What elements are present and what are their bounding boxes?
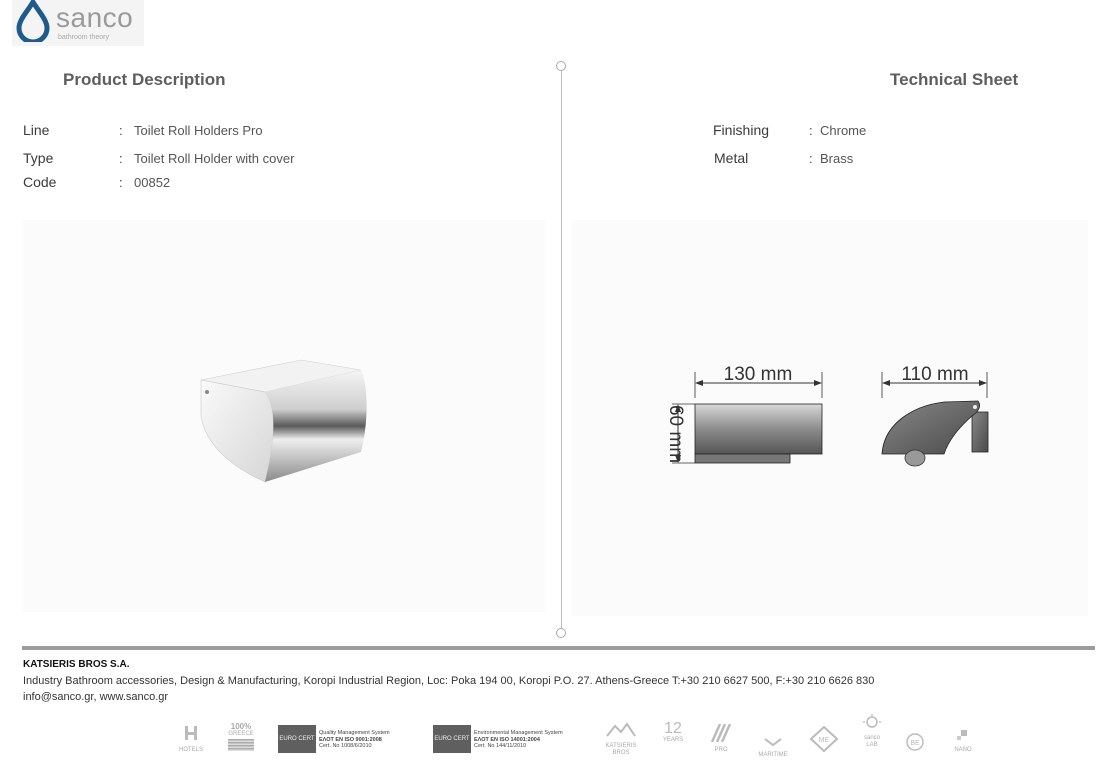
quality-cert-line3: Cert. No 1008/6/2010 <box>319 743 372 749</box>
depth-dimension: 110 mm <box>901 364 969 385</box>
sanco-drop-icon <box>16 0 50 42</box>
katsieris-label: KATSIERIS BROS <box>605 743 637 756</box>
divider-top-dot <box>556 61 566 71</box>
eurocert-environment-logo-text: EURO CERT <box>434 736 470 742</box>
environment-cert-text <box>474 730 563 750</box>
environment-cert-line1: Environmental Management System <box>474 730 563 736</box>
width-dimension: 130 mm <box>723 364 793 385</box>
hotels-label: HOTELS <box>178 747 203 753</box>
height-dimension: 60 mm <box>665 404 686 464</box>
maritime-icon <box>755 737 791 747</box>
line-colon: : <box>119 123 123 138</box>
eurocert-environment-logo <box>433 725 471 753</box>
me-diamond-icon <box>810 726 838 752</box>
hotels-icon <box>176 724 206 742</box>
line-value: Toilet Roll Holders Pro <box>134 123 263 138</box>
quality-cert-line1: Quality Management System <box>319 730 390 736</box>
katsieris-icon <box>603 722 639 738</box>
finishing-label: Finishing <box>713 122 770 138</box>
greece-badge <box>226 722 256 751</box>
company-address: Industry Bathroom accessories, Design & Manufacturing, Koropi Industrial Region, Loc: Poka 194 00, Koropi P.O. 27. Athens-Greece T:+30 210 6627 500, F:+30 210 6626 830 <box>23 675 875 687</box>
be-badge <box>903 732 927 757</box>
years-badge <box>658 720 688 744</box>
divider-bottom-dot <box>556 628 566 638</box>
be-circle-icon <box>903 732 927 752</box>
technical-drawing-panel <box>572 220 1088 616</box>
metal-colon: : <box>809 151 813 166</box>
hotels-badge <box>176 724 206 754</box>
code-colon: : <box>119 175 123 190</box>
environment-cert-line2: ΕΛΟΤ EN ISO 14001:2004 <box>474 736 540 743</box>
katsieris-badge <box>603 722 639 757</box>
eurocert-quality-logo-text: EURO CERT <box>279 736 315 742</box>
company-contact[interactable]: info@sanco.gr, www.sanco.gr <box>23 691 169 703</box>
sanco-lab-label: sanco LAB <box>863 735 880 748</box>
sanco-lab-badge <box>858 714 886 749</box>
code-value: 00852 <box>134 175 171 190</box>
environment-cert-line3: Cert. No 144/11/2010 <box>474 743 527 749</box>
lightbulb-icon <box>858 714 886 730</box>
front-view <box>665 364 822 463</box>
me-label: ME <box>818 737 830 744</box>
nano-icon <box>948 728 978 742</box>
greece-percent: 100% <box>230 722 252 731</box>
finishing-colon: : <box>809 123 813 138</box>
nano-label: NANO <box>954 747 972 753</box>
maritime-label: MARITIME <box>758 752 788 758</box>
type-value: Toilet Roll Holder with cover <box>134 151 295 166</box>
maritime-badge <box>755 734 791 759</box>
side-view <box>882 364 988 466</box>
be-label: BE <box>910 740 920 747</box>
vertical-divider <box>561 66 562 632</box>
years-label: YEARS <box>662 737 684 743</box>
quality-cert-text <box>319 730 390 750</box>
technical-sheet-heading: Technical Sheet <box>890 70 1019 89</box>
metal-value: Brass <box>820 151 854 166</box>
brand-tagline: bathroom theory <box>58 34 109 41</box>
eurocert-quality-logo <box>278 725 316 753</box>
type-colon: : <box>119 151 123 166</box>
footer-divider <box>22 646 1095 650</box>
pro-badge <box>706 724 736 754</box>
product-photo <box>23 220 545 612</box>
product-photo-panel <box>23 220 545 612</box>
pro-stripes-icon <box>706 724 736 742</box>
company-name: KATSIERIS BROS S.A. <box>23 659 130 670</box>
product-description-heading: Product Description <box>63 70 226 89</box>
nano-badge <box>948 728 978 754</box>
years-number: 12 <box>664 720 682 737</box>
technical-drawing <box>572 220 1088 616</box>
metal-label: Metal <box>714 150 749 166</box>
brand-name: sanco <box>56 2 134 33</box>
finishing-value: Chrome <box>820 123 867 138</box>
quality-cert-line2: ΕΛΟΤ EN ISO 9001:2008 <box>319 736 382 743</box>
pro-label: PRO <box>714 747 728 753</box>
code-label: Code <box>23 174 57 190</box>
greek-flag-icon <box>228 739 254 751</box>
me-badge <box>810 726 838 757</box>
greece-label: GREECE <box>228 731 254 737</box>
line-label: Line <box>23 122 50 138</box>
type-label: Type <box>23 150 54 166</box>
